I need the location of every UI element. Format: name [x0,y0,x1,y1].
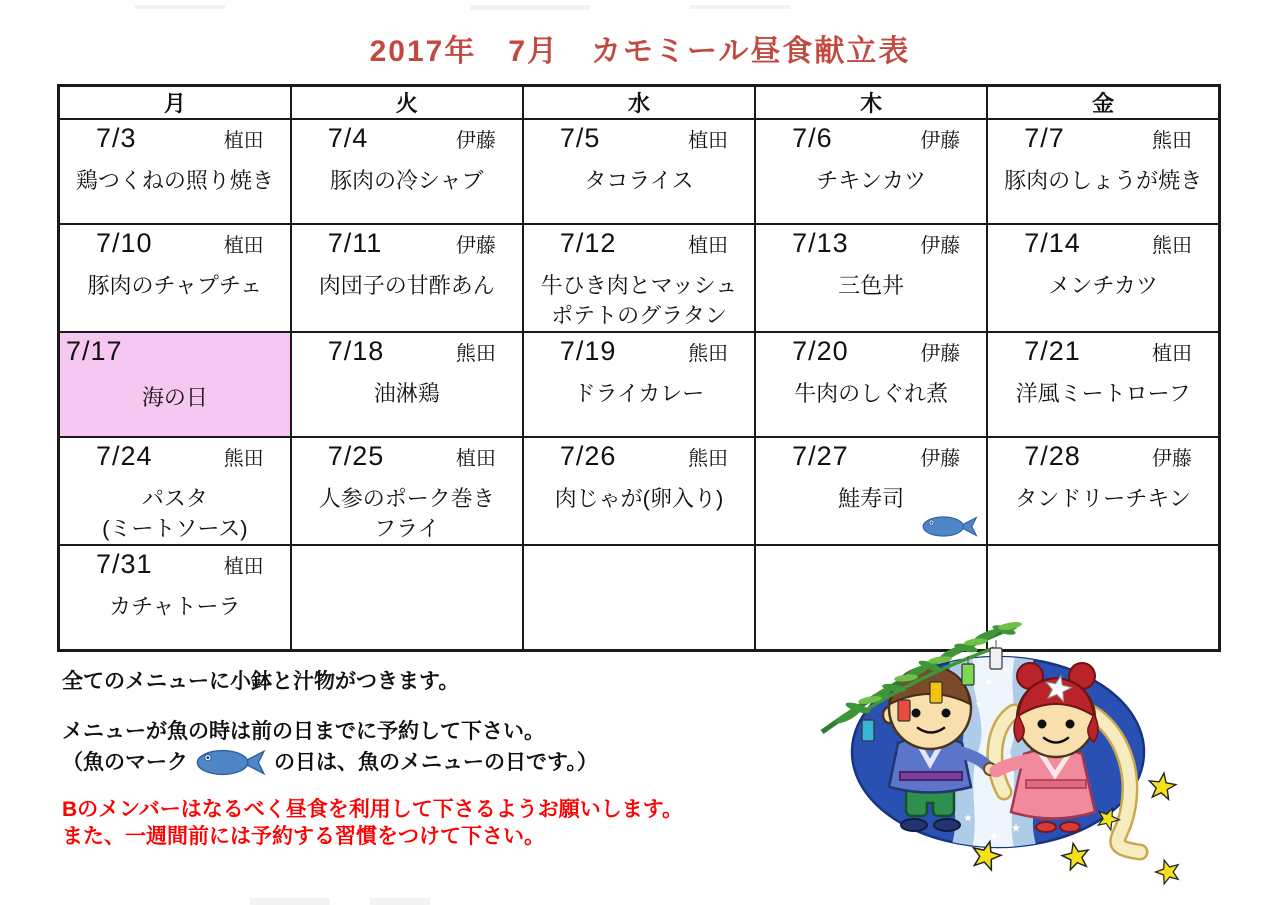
cell-dateline [524,333,754,367]
cell-menu-line: 豚肉の冷シャブ [330,168,484,193]
cell-dateline [524,225,754,259]
cell-staff: 植田 [688,235,729,257]
holiday-cell [59,332,291,437]
cell-date: 7/26 [559,441,617,471]
cell-dateline [756,438,986,472]
cell-date: 7/25 [327,441,385,471]
cell-menu [292,271,522,301]
cell-date: 7/19 [559,336,617,366]
cell-dateline [292,120,522,154]
note-fish-mark-line [62,747,683,778]
tanabata-children-illustration [818,612,1218,902]
cell-menu [60,484,290,544]
note-fish-reserve: メニューが魚の時は前の日までに予約して下さい。 [62,720,545,743]
cell-staff: 伊藤 [455,235,496,257]
cell-date: 7/7 [1024,123,1065,153]
day-header-wed: 水 [523,86,755,120]
cell-menu-line: (ミートソース) [102,516,248,541]
day-header-fri: 金 [987,86,1219,120]
cell-menu-line: 鮭寿司 [838,486,905,511]
cell-dateline [756,333,986,367]
cell-dateline [756,225,986,259]
scan-artifact [135,5,225,9]
fish-icon [922,514,978,539]
scan-artifact [370,898,430,905]
menu-cell [987,119,1219,224]
week-row [59,332,1220,437]
cell-menu [988,379,1218,409]
cell-date: 7/28 [1024,441,1081,471]
cell-menu [60,383,290,413]
cell-staff: 伊藤 [920,130,961,152]
cell-staff: 熊田 [688,448,729,470]
cell-date: 7/4 [327,123,369,153]
menu-cell [987,437,1219,545]
cell-dateline [292,438,522,472]
note-fish-prefix: （魚のマーク [62,750,188,774]
cell-menu [292,166,522,196]
cell-menu-line: 豚肉のしょうが焼き [1004,168,1203,193]
cell-menu [756,166,986,196]
cell-menu-line: 肉じゃが(卵入り) [554,486,724,511]
cell-menu [756,271,986,301]
cell-date: 7/31 [96,549,153,579]
cell-staff: 熊田 [1152,235,1192,257]
empty-cell [291,545,523,651]
menu-cell [291,224,523,332]
cell-menu-line: 洋風ミートローフ [1015,381,1191,406]
day-header-tue: 火 [291,86,523,120]
cell-date: 7/6 [792,123,833,153]
cell-menu-line: ドライカレー [573,381,705,406]
menu-cell [523,224,755,332]
cell-date: 7/11 [327,228,383,258]
cell-menu-line: 豚肉のチャプチェ [87,273,263,298]
week-row [59,437,1220,545]
cell-staff: 伊藤 [1152,448,1192,470]
cell-dateline [60,120,290,154]
cell-date: 7/21 [1024,336,1081,366]
scan-artifact [690,5,790,9]
cell-menu-line: ポテトのグラタン [551,303,727,328]
cell-dateline [988,333,1218,367]
day-header-mon: 月 [59,86,291,120]
cell-staff: 植田 [688,130,729,152]
cell-menu [524,271,754,331]
cell-dateline [292,225,522,259]
menu-cell-with-fish [755,437,987,545]
cell-menu [988,166,1218,196]
day-header-thu: 木 [755,86,987,120]
cell-date: 7/3 [96,123,137,153]
cell-menu-line: チキンカツ [816,168,927,193]
cell-menu [988,484,1218,514]
cell-menu [524,379,754,409]
menu-cell [755,332,987,437]
cell-menu [524,166,754,196]
note-fish-suffix: の日は、魚のメニューの日です。） [274,750,598,774]
cell-menu-line: タンドリーチキン [1015,486,1192,511]
cell-date: 7/20 [792,336,849,366]
menu-cell [987,224,1219,332]
cell-menu-line: 牛肉のしぐれ煮 [794,381,949,406]
menu-cell [523,119,755,224]
cell-date: 7/27 [792,441,849,471]
menu-cell [291,119,523,224]
cell-staff: 熊田 [1152,130,1192,152]
cell-dateline [60,225,290,259]
cell-date: 7/14 [1024,228,1081,258]
cell-date: 7/13 [792,228,849,258]
menu-cell [59,119,291,224]
cell-dateline [292,333,522,367]
cell-dateline [60,438,290,472]
cell-dateline [988,438,1218,472]
cell-date: 7/17 [66,336,123,366]
cell-dateline [988,120,1218,154]
cell-menu [292,379,522,409]
cell-date: 7/10 [96,228,153,258]
menu-cell [523,437,755,545]
cell-staff: 熊田 [455,343,496,365]
scan-artifact [470,5,590,10]
cell-dateline [524,120,754,154]
cell-menu-line: メンチカツ [1048,273,1158,298]
lunch-menu-calendar [57,84,1221,652]
cell-dateline [60,333,290,367]
cell-menu-line: フライ [374,516,440,541]
cell-staff: 植田 [223,130,264,152]
note-side-dish: 全てのメニューに小鉢と汁物がつきます。 [62,670,460,693]
cell-menu-line: 油淋鶏 [373,381,440,406]
empty-cell [523,545,755,651]
fish-icon [196,747,266,778]
cell-staff: 伊藤 [920,235,961,257]
cell-staff: 伊藤 [455,130,496,152]
cell-dateline [524,438,754,472]
menu-cell [755,119,987,224]
cell-dateline [756,120,986,154]
cell-staff: 熊田 [223,448,264,470]
cell-menu [60,592,290,622]
cell-menu [756,379,986,409]
cell-menu-line: タコライス [584,168,694,193]
cell-staff: 植田 [223,235,264,257]
menu-cell [59,545,291,651]
week-row [59,119,1220,224]
cell-staff: 熊田 [688,343,729,365]
cell-dateline [60,546,290,580]
cell-menu-line: カチャトーラ [109,594,241,619]
cell-menu [524,484,754,514]
warning-use-lunch: Bのメンバーはなるべく昼食を利用して下さるようお願いします。 [62,798,684,821]
warning-reserve-week: また、一週間前には予約する習慣をつけて下さい。 [62,825,545,848]
cell-staff: 伊藤 [920,448,961,470]
weekday-header-row [59,86,1220,120]
cell-staff: 植田 [223,556,264,578]
menu-cell [291,437,523,545]
cell-menu-line: 海の日 [141,385,208,410]
scan-artifact [250,898,330,905]
cell-staff: 植田 [1152,343,1192,365]
cell-menu-line: 鶏つくねの照り焼き [75,168,274,193]
cell-menu-line: 肉団子の甘酢あん [318,273,495,298]
cell-menu [292,484,522,544]
cell-menu-line: 牛ひき肉とマッシュ [540,273,738,298]
warnings-block [62,796,683,850]
cell-menu [60,166,290,196]
page-title: 2017年 7月 カモミール昼食献立表 [369,35,911,68]
cell-menu [988,271,1218,301]
menu-cell [59,224,291,332]
cell-staff: 伊藤 [920,343,961,365]
cell-menu-line: パスタ [141,486,208,511]
cell-date: 7/18 [327,336,385,366]
cell-menu-line: 人参のポーク巻き [318,486,495,511]
cell-date: 7/12 [559,228,617,258]
cell-menu [60,271,290,301]
menu-cell [523,332,755,437]
menu-cell [59,437,291,545]
cell-date: 7/5 [559,123,601,153]
menu-cell [291,332,523,437]
cell-menu-line: 三色丼 [838,273,905,298]
menu-cell [987,332,1219,437]
cell-staff: 植田 [455,448,496,470]
cell-dateline [988,225,1218,259]
notes-block [62,668,683,850]
menu-cell [755,224,987,332]
cell-date: 7/24 [96,441,153,471]
cell-menu [756,484,986,514]
week-row [59,224,1220,332]
